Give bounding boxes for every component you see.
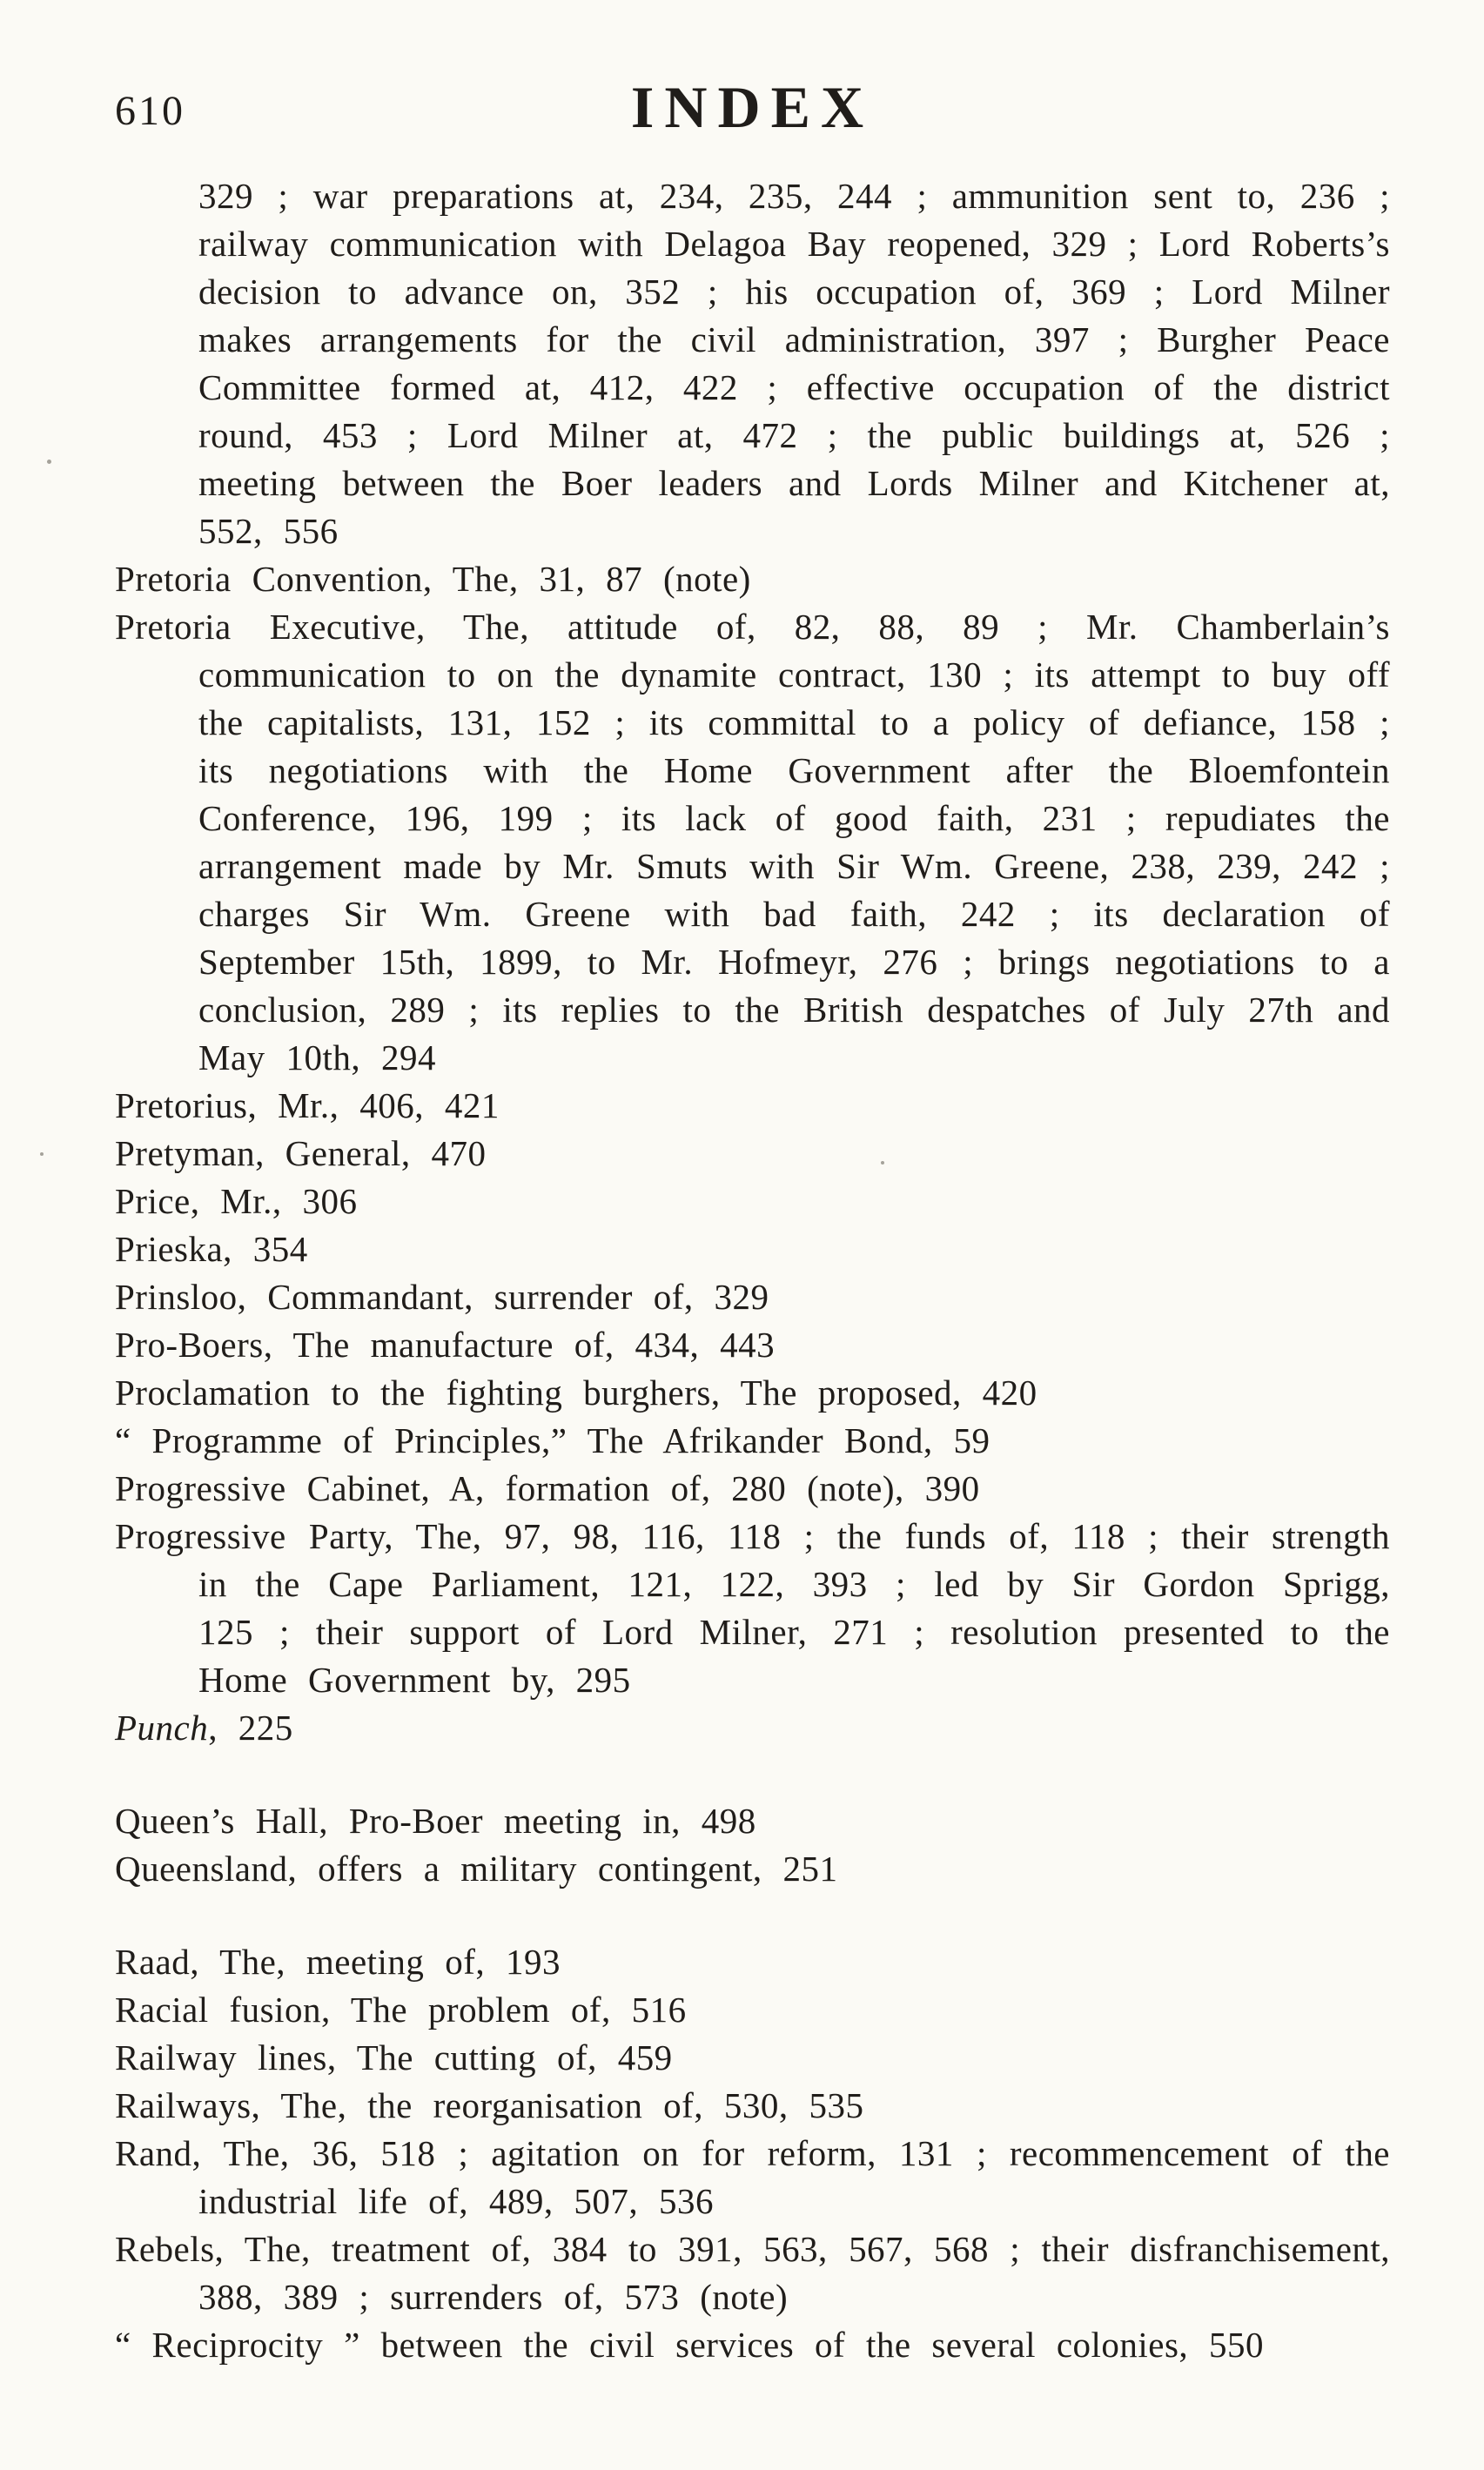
index-entry: Progressive Cabinet, A, formation of, 280 (note), 390	[115, 1468, 980, 1508]
index-entry: “ Programme of Principles,” The Afrikander Bond, 59	[115, 1420, 990, 1460]
index-entry: Racial fusion, The problem of, 516	[115, 1990, 687, 2030]
index-entry: “ Reciprocity ” between the civil services of the several colonies, 550	[115, 2325, 1264, 2365]
index-entry: Queensland, offers a military contingent, 251	[115, 1849, 838, 1889]
index-entry: Pretoria Executive, The, attitude of, 82, 88, 89 ; Mr. Chamberlain’s communication to on the dynamite contract, 130 ; its attempt to buy off the capitalists, 131, 152 ; its committal to a policy of defiance, 158 ; its negotiations with the Home Government after the Bloemfontein Conference, 196, 199 ; its lack of good faith, 231 ; repudiates the arrangement made by Mr. Smuts with Sir Wm. Greene, 238, 239, 242 ; charges Sir Wm. Greene with bad faith, 242 ; its declaration of September 15th, 1899, to Mr. Hofmeyr, 276 ; brings negotiations to a conclusion, 289 ; its replies to the British despatches of July 27th and May 10th, 294	[115, 607, 1390, 1077]
scan-speck	[40, 1152, 44, 1156]
index-entry: Progressive Party, The, 97, 98, 116, 118 ; the funds of, 118 ; their strength in the Cape Parliament, 121, 122, 393 ; led by Sir Gordon Sprigg, 125 ; their support of Lord Milner, 271 ; resolution presented to the Home Government by, 295	[115, 1516, 1390, 1700]
index-entry-continuation: 329 ; war preparations at, 234, 235, 244 ; ammunition sent to, 236 ; railway communication with Delagoa Bay reopened, 329 ; Lord Roberts’s decision to advance on, 352 ; his occupation of, 369 ; Lord Milner makes arrangements for the civil administration, 397 ; Burgher Peace Committee formed at, 412, 422 ; effective occupation of the district round, 453 ; Lord Milner at, 472 ; the public buildings at, 526 ; meeting between the Boer leaders and Lords Milner and Kitchener at, 552, 556	[198, 176, 1390, 551]
index-entry: Railways, The, the reorganisation of, 530, 535	[115, 2085, 864, 2125]
italic-term: Punch	[115, 1708, 209, 1748]
index-entry: Queen’s Hall, Pro-Boer meeting in, 498	[115, 1801, 756, 1841]
scan-speck	[47, 460, 51, 464]
index-entry: Pretyman, General, 470	[115, 1133, 487, 1173]
index-entry: Price, Mr., 306	[115, 1181, 358, 1221]
index-entry: Pro-Boers, The manufacture of, 434, 443	[115, 1325, 776, 1365]
index-entry: Raad, The, meeting of, 193	[115, 1942, 561, 1982]
index-entry: Rand, The, 36, 518 ; agitation on for reform, 131 ; recommencement of the industrial life of, 489, 507, 536	[115, 2133, 1390, 2221]
page-header	[115, 73, 1390, 171]
index-entry: Pretoria Convention, The, 31, 87 (note)	[115, 559, 751, 599]
page-number: 610	[115, 88, 185, 134]
section-gap	[115, 1893, 1390, 1938]
index-entry: Proclamation to the fighting burghers, The proposed, 420	[115, 1373, 1037, 1413]
index-entry: Prinsloo, Commandant, surrender of, 329	[115, 1277, 769, 1317]
index-entry: Pretorius, Mr., 406, 421	[115, 1085, 500, 1125]
index-entry: Prieska, 354	[115, 1229, 308, 1269]
index-entry: Punch, 225	[115, 1708, 293, 1748]
index-entries	[115, 172, 1390, 2369]
section-gap	[115, 1752, 1390, 1797]
index-entry: Railway lines, The cutting of, 459	[115, 2037, 673, 2077]
scan-speck	[881, 1161, 884, 1165]
index-entry: Rebels, The, treatment of, 384 to 391, 563, 567, 568 ; their disfranchisement, 388, 389 ; surrenders of, 573 (note)	[115, 2229, 1390, 2317]
page-title: INDEX	[630, 74, 875, 140]
